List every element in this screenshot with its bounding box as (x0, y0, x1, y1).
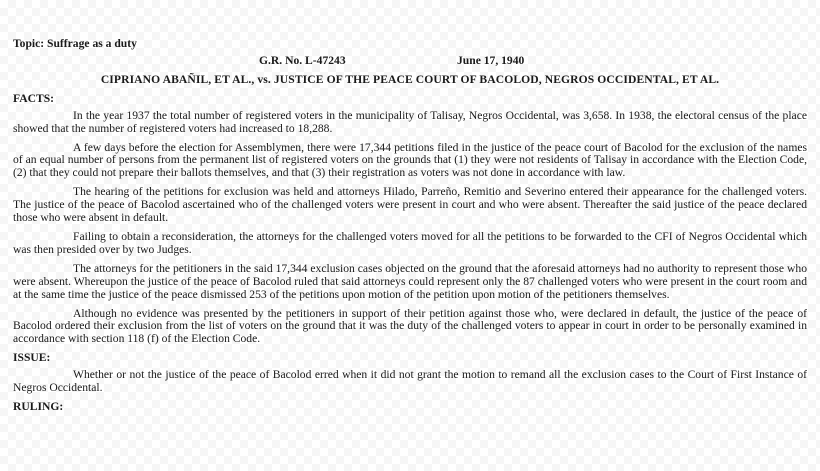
topic-line: Topic: Suffrage as a duty (13, 37, 137, 50)
facts-paragraph: Although no evidence was presented by the petitioners in support of their petition against those who, were declared in default, the justice of the peace of Bacolod ordered their exclusion from the list of voters on the ground that it was the duty of the challenged voters to appear in court in order to be personally examined in accordance with section 118 (f) of the Election Code. (13, 306, 807, 346)
facts-paragraph: The attorneys for the petitioners in the said 17,344 exclusion cases objected on the ground that the aforesaid attorneys had no authority to represent those who were absent. Whereupon the justice of the peace of Bacolod ruled that said attorneys could represent only the 87 challenged voters who were present in the court room and at the same time the justice of the peace dismissed 253 of the petitions upon motion of the petition upon motion of the petitioners themselves. (13, 261, 807, 301)
case-number: G.R. No. L-47243 (259, 53, 346, 67)
facts-paragraph: Failing to obtain a reconsideration, the attorneys for the challenged voters moved for all the petitions to be forwarded to the CFI of Negros Occidental which was then presided over by two Judges. (13, 229, 807, 256)
case-date: June 17, 1940 (457, 53, 525, 67)
ruling-heading: RULING: (13, 399, 64, 413)
issue-paragraph: Whether or not the justice of the peace of Bacolod erred when it did not grant the motion to remand all the exclusion cases to the Court of First Instance of Negros Occidental. (13, 368, 807, 395)
facts-heading: FACTS: (13, 91, 55, 105)
case-citation (13, 55, 807, 68)
document-body (13, 38, 807, 418)
facts-paragraph: In the year 1937 the total number of registered voters in the municipality of Talisay, Negros Occidental, was 3,658. In 1938, the electoral census of the place showed that the number of registered voters had increased to 18,288. (13, 108, 807, 135)
case-title: CIPRIANO ABAÑIL, ET AL., vs. JUSTICE OF THE PEACE COURT OF BACOLOD, NEGROS OCCIDENTAL, ET AL. (100, 72, 720, 86)
facts-paragraph: A few days before the election for Assemblymen, there were 17,344 petitions filed in the justice of the peace court of Bacolod for the exclusion of the names of an equal number of persons from the permanent list of registered voters on the grounds that (1) they were not residents of Talisay in accordance with the Election Code, (2) that they could not prepare their ballots themselves, and that (3) their registration as voters was not done in accordance with law. (13, 140, 807, 180)
issue-heading: ISSUE: (13, 351, 51, 365)
facts-paragraph: The hearing of the petitions for exclusion was held and attorneys Hilado, Parreño, Remitio and Severino entered their appearance for the challenged voters. The justice of the peace of Bacolod ascertained who of the challenged voters were present in court and who were absent. Thereafter the said justice of the peace declared those who were absent in default. (13, 185, 807, 225)
